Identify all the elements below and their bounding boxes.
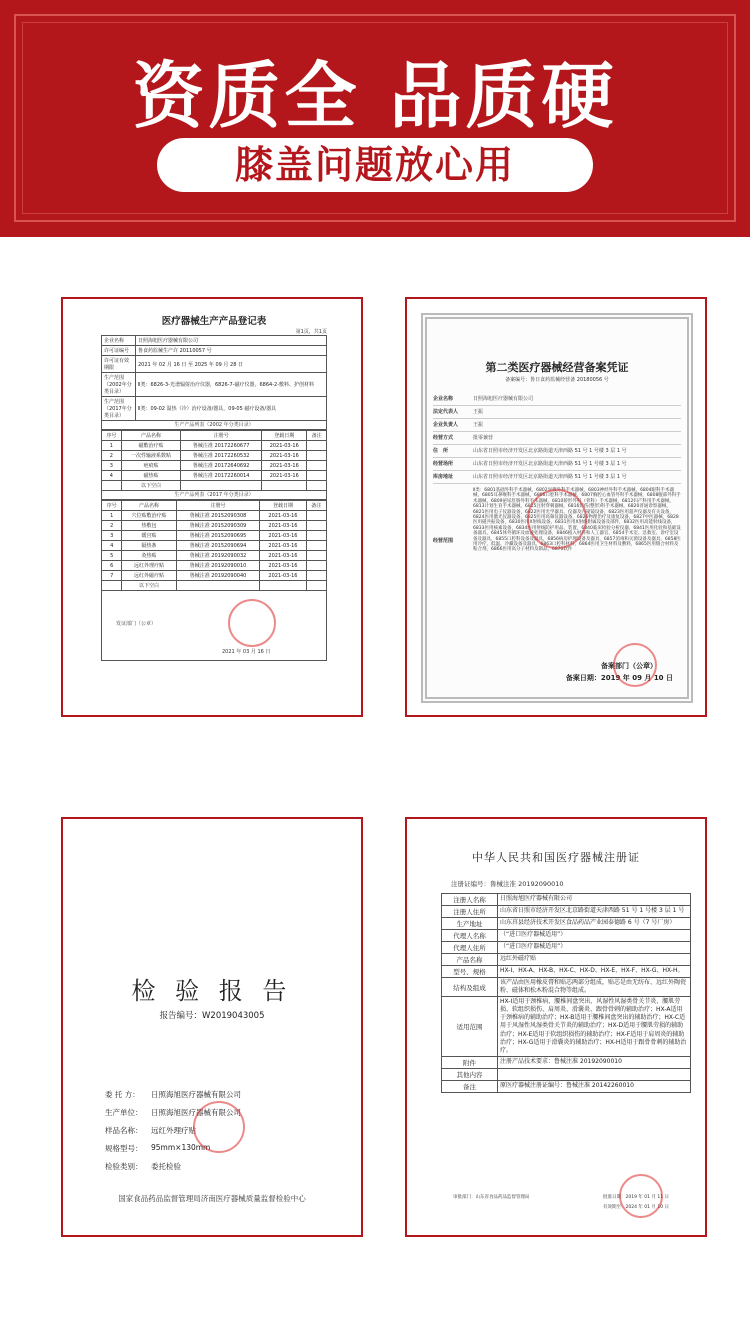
table-cell: 2021-03-16 xyxy=(260,571,306,581)
table-cell: 热敷包 xyxy=(122,521,176,531)
table-cell: 2021-03-16 xyxy=(260,551,306,561)
info-key: 结构及组成 xyxy=(442,978,498,997)
info-key: 生产范围（2002年分类目录） xyxy=(102,373,136,397)
info-key: 生产地址 xyxy=(442,918,498,930)
info-row xyxy=(442,978,691,997)
table-cell xyxy=(307,441,327,451)
table-cell: 鲁械注准 20192090040 xyxy=(176,571,260,581)
table-cell: 鲁械注准 20172260677 xyxy=(181,441,262,451)
table-cell: 2021-03-16 xyxy=(262,441,307,451)
field-key: 生产单位： xyxy=(105,1108,143,1117)
table-cell xyxy=(176,581,260,591)
table-cell xyxy=(306,541,326,551)
table-cell xyxy=(260,581,306,591)
table-cell: 7 xyxy=(102,571,122,581)
info-row xyxy=(102,373,327,397)
table-cell: 2 xyxy=(102,451,122,461)
field-key: 委 托 方： xyxy=(105,1090,140,1099)
doc2-scope-text: Ⅱ类：6801基础外科手术器械，6802显微外科手术器械，6803神经外科手术器械，6804眼科手术器械，6805耳鼻喉科手术器械，6806口腔科手术器械，6807胸腔心血管外科手术器械，6808腹部外科手术器械，6809泌尿肛肠外科手术器械，6810矫形外科（骨科）手术器械，6812妇产科用手术器械，6813计划生育手术器械，6815注射穿刺器械，6816烧伤(整形)科手术器械，6820普通诊察器械，6821医用电子仪器设备，6822医用光学器具、仪器及内窥镜设备，6823医用超声仪器及有关设备，6824医用激光仪器设备，6825医用高频仪器设备，6826物理治疗及康复设备，6827中医器械，6828医用磁共振设备，6830医用X射线设备，6831医用X射线附属设备及部件，6832医用高能射线设备，6833医用核素设备，6834医用射线防护用品、装置，6840临床检验分析仪器，6841医用化验和基础设备器具，6845体外循环及血液处理设备，6846植入材料和人工器官，6854手术室、急救室、诊疗室设备及器具，6855口腔科设备及器具，6856病房护理设备及器具，6857消毒和灭菌设备及器具，6858医用冷疗、低温、冷藏设备及器具，6863口腔科材料，6864医用卫生材料及敷料，6865医用缝合材料及粘合剂，6866医用高分子材料及制品，6870软件 xyxy=(473,488,681,553)
table-row xyxy=(102,511,327,521)
info-row xyxy=(433,419,681,432)
field-value: 日照海旭医疗器械有限公司 xyxy=(151,1108,241,1117)
info-key: 附件 xyxy=(442,1056,498,1068)
table-row xyxy=(102,541,327,551)
certificate-registration xyxy=(405,817,707,1237)
info-row xyxy=(102,346,327,356)
table-cell xyxy=(306,511,326,521)
field-key: 检验类别： xyxy=(105,1162,143,1171)
info-key: 法定代表人 xyxy=(433,409,459,415)
official-seal xyxy=(619,1174,663,1218)
table-cell: 2 xyxy=(102,521,122,531)
table-cell: 磁热贴 xyxy=(121,471,180,481)
column-header: 序号 xyxy=(102,501,122,511)
table-cell: 1 xyxy=(102,511,122,521)
table-cell xyxy=(306,551,326,561)
field-value: 日照海旭医疗器械有限公司 xyxy=(151,1090,241,1099)
table-row xyxy=(102,571,327,581)
field-key: 样品名称： xyxy=(105,1126,143,1135)
table-cell: 鲁械注准 20172260532 xyxy=(181,451,262,461)
table-header-row xyxy=(102,431,327,441)
info-value: 日照海旭医疗器械有限公司 xyxy=(473,396,534,402)
info-value: 山东省日照市经济开发区北京路街道天津西路 51 号 1 号楼 3 层 1 号 xyxy=(473,474,627,480)
info-value: （“进口医疗器械适用”） xyxy=(498,942,691,954)
info-row xyxy=(433,471,681,484)
info-value: 原医疗器械注册证编号：鲁械注准 20142260010 xyxy=(498,1080,691,1092)
info-value: 批零兼营 xyxy=(473,435,494,441)
info-value: 该产品由医用橡皮膏和贴芯两部分组成，贴芯是由无纺布、远红外陶瓷粉、磁体和松木粉混合物等组成。 xyxy=(498,978,691,997)
info-key: 企业名称 xyxy=(102,336,136,346)
info-row xyxy=(442,894,691,906)
info-key: 经营方式 xyxy=(433,435,454,441)
doc4-footer-approve: 批准日期：2019 年 01 月 11 日 xyxy=(603,1195,670,1200)
column-header: 备注 xyxy=(307,431,327,441)
table-cell xyxy=(306,521,326,531)
info-value: HX-Ⅰ适用于颈椎病、腰椎间盘突出、风湿性风湿类骨关节炎、腰肌劳损、软组织损伤、肩周炎、滑囊炎、跟骨骨刺的辅助治疗；HX-A适用于颈椎病的辅助治疗；HX-B适用于腰椎间盘突出的辅助治疗；HX-C适用于风湿性风湿类骨关节炎的辅助治疗；HX-D适用于腰肌劳损的辅助治疗；HX-E适用于软组织损伤的辅助治疗；HX-F适用于肩周炎的辅助治疗；HX-G适用于滑囊炎的辅助治疗；HX-H适用于跟骨骨刺的辅助治疗。 xyxy=(498,997,691,1057)
banner-tagline: 膝盖问题放心用 xyxy=(157,138,593,192)
info-value: 山东省日照市经济开发区北京路街道天津西路 51 号 1 号楼 3 层 1 号 xyxy=(498,906,691,918)
table-cell: 隔热条 xyxy=(122,541,176,551)
table-cell xyxy=(307,461,327,471)
column-header: 注册号 xyxy=(181,431,262,441)
info-row xyxy=(442,966,691,978)
doc1-info-table xyxy=(101,335,327,421)
table-cell: 鲁械注准 20152090308 xyxy=(176,511,260,521)
table-cell: 2021-03-16 xyxy=(260,541,306,551)
doc2-subtitle: 备案编号：鲁日食药监械经营备 20180056 号 xyxy=(505,377,609,383)
info-key: 产品名称 xyxy=(442,954,498,966)
column-header: 登载日期 xyxy=(260,501,306,511)
info-value: HX-Ⅰ、HX-A、HX-B、HX-C、HX-D、HX-E、HX-F、HX-G、HX-H。 xyxy=(498,966,691,978)
table-cell: 暖宫贴 xyxy=(122,531,176,541)
doc4-title: 中华人民共和国医疗器械注册证 xyxy=(472,851,640,864)
table-row xyxy=(102,521,327,531)
report-field xyxy=(105,1089,335,1100)
doc1-list1-title: 生产产品列表（2002 年分类目录） xyxy=(101,421,327,430)
table-cell: 3 xyxy=(102,461,122,471)
table-cell: 鲁械注准 20172640692 xyxy=(181,461,262,471)
info-key: 备注 xyxy=(442,1080,498,1092)
info-key: 注册人住所 xyxy=(442,906,498,918)
column-header: 注册号 xyxy=(176,501,260,511)
info-key: 企业名称 xyxy=(433,396,454,402)
table-cell: 一次性输液系数贴 xyxy=(121,451,180,461)
info-row xyxy=(442,930,691,942)
table-cell: 鲁械注准 20192090032 xyxy=(176,551,260,561)
column-header: 备注 xyxy=(306,501,326,511)
table-cell xyxy=(306,571,326,581)
info-value: 山东省日照市经济开发区北京路街道天津西路 51 号 1 号楼 3 层 1 号 xyxy=(473,448,627,454)
table-cell: 2021-03-16 xyxy=(262,461,307,471)
info-value: 鲁食药监械生产许 20110057 号 xyxy=(136,346,327,356)
certificate-production-registration xyxy=(61,297,363,717)
field-key: 规格型号： xyxy=(105,1144,143,1153)
table-cell: 2021-03-16 xyxy=(260,561,306,571)
info-row xyxy=(433,393,681,406)
info-key: 代理人名称 xyxy=(442,930,498,942)
info-value xyxy=(498,1068,691,1080)
info-row xyxy=(442,918,691,930)
table-cell: 4 xyxy=(102,471,122,481)
table-row xyxy=(102,471,327,481)
field-value: 委托检验 xyxy=(151,1162,181,1171)
doc2-info-rows xyxy=(433,393,681,484)
doc2-footer-dept: 备案部门（公章） xyxy=(601,662,657,670)
info-value: （“进口医疗器械适用”） xyxy=(498,930,691,942)
table-cell: 鲁械注准 20152090309 xyxy=(176,521,260,531)
doc1-page-no: 第1页，共1页 xyxy=(295,329,327,335)
table-cell: 以下空白 xyxy=(122,581,176,591)
doc3-title: 检 验 报 告 xyxy=(131,977,293,1005)
info-row xyxy=(442,906,691,918)
info-key: 代理人住所 xyxy=(442,942,498,954)
doc2-footer-date: 备案日期：2019 年 09 月 10 日 xyxy=(565,674,673,682)
table-row xyxy=(102,461,327,471)
info-value: 2021 年 02 月 16 日 至 2025 年 09 月 28 日 xyxy=(136,356,327,373)
info-value: Ⅱ类：6826-3-光谱辐射治疗仪器，6826-7-磁疗仪器，6864-2-敷料、护创材料 xyxy=(136,373,327,397)
info-value: Ⅱ类：09-02 温热（冷）治疗设备/器具，09-05 磁疗设备/器具 xyxy=(136,397,327,421)
column-header: 产品名称 xyxy=(122,501,176,511)
info-key: 库房地址 xyxy=(433,474,454,480)
info-value: 山东省日照市经济开发区北京路街道天津西路 51 号 1 号楼 3 层 1 号 xyxy=(473,461,627,467)
table-cell: 2021-03-16 xyxy=(260,511,306,521)
info-row xyxy=(433,406,681,419)
table-cell: 2021-03-16 xyxy=(262,451,307,461)
table-header-row xyxy=(102,501,327,511)
table-cell: 2021-03-16 xyxy=(260,521,306,531)
table-row xyxy=(102,551,327,561)
doc2-title: 第二类医疗器械经营备案凭证 xyxy=(485,361,629,374)
info-key: 企业负责人 xyxy=(433,422,459,428)
table-cell xyxy=(102,581,122,591)
table-cell: 磁敷治疗贴 xyxy=(121,441,180,451)
doc1-footer-dept: 发证部门（公章） xyxy=(116,621,157,627)
info-row xyxy=(433,445,681,458)
info-value: 王振 xyxy=(473,422,484,428)
table-cell xyxy=(307,451,327,461)
field-value: 95mm×130mm xyxy=(151,1143,211,1152)
table-row xyxy=(102,451,327,461)
info-key: 适用范围 xyxy=(442,997,498,1057)
doc1-footer-date: 2021 年 03 月 16 日 xyxy=(222,649,271,655)
info-row xyxy=(433,458,681,471)
info-row xyxy=(433,432,681,445)
info-row xyxy=(442,942,691,954)
table-cell: 远红外理疗贴 xyxy=(122,561,176,571)
certificate-business-filing xyxy=(405,297,707,717)
table-row xyxy=(102,481,327,491)
info-key: 型号、规格 xyxy=(442,966,498,978)
doc3-report-no: 报告编号：W2019043005 xyxy=(159,1011,265,1021)
info-key: 许可证有效期限 xyxy=(102,356,136,373)
table-cell xyxy=(181,481,262,491)
column-header: 产品名称 xyxy=(121,431,180,441)
info-value: 远红外磁疗贴 xyxy=(498,954,691,966)
table-cell xyxy=(306,581,326,591)
info-key: 许可证编号 xyxy=(102,346,136,356)
info-key: 生产范围（2017年分类目录） xyxy=(102,397,136,421)
table-cell: 2021-03-16 xyxy=(262,471,307,481)
table-row xyxy=(102,581,327,591)
info-key: 注册人名称 xyxy=(442,894,498,906)
official-seal xyxy=(193,1101,245,1153)
table-cell xyxy=(102,481,122,491)
column-header: 序号 xyxy=(102,431,122,441)
info-value: 山东莒县经济技术开发区食品药品产业园泰德路 6 号（7 号厂房） xyxy=(498,918,691,930)
column-header: 登载日期 xyxy=(262,431,307,441)
info-row xyxy=(442,954,691,966)
table-cell: 鲁械注准 20192090010 xyxy=(176,561,260,571)
doc4-footer-valid: 有效期至：2024 年 01 月 10 日 xyxy=(603,1205,670,1210)
info-row xyxy=(442,1080,691,1092)
official-seal xyxy=(527,489,587,549)
info-key: 其他内容 xyxy=(442,1068,498,1080)
info-value: 日照海旭医疗器械有限公司 xyxy=(498,894,691,906)
doc1-list1-table xyxy=(101,430,327,491)
doc1-list2-title: 生产产品列表（2017 年分类目录） xyxy=(101,491,327,500)
table-cell: 穴位贴敷治疗贴 xyxy=(122,511,176,521)
table-cell: 远红外磁疗贴 xyxy=(122,571,176,581)
report-field xyxy=(105,1161,335,1172)
certificate-inspection-report xyxy=(61,817,363,1237)
info-row xyxy=(102,397,327,421)
info-row xyxy=(442,1068,691,1080)
doc2-scope-label: 经营范围 xyxy=(433,538,454,544)
official-seal xyxy=(228,599,276,647)
table-row xyxy=(102,441,327,451)
doc3-footer: 国家食品药品监督管理局济南医疗器械质量监督检验中心 xyxy=(118,1194,306,1203)
table-cell xyxy=(307,471,327,481)
table-cell: 5 xyxy=(102,551,122,561)
table-cell: 灸热贴 xyxy=(122,551,176,561)
info-value: 王振 xyxy=(473,409,484,415)
field-value: 远红外理疗贴 xyxy=(151,1126,196,1135)
table-cell xyxy=(262,481,307,491)
table-cell: 疤痕贴 xyxy=(121,461,180,471)
doc1-title: 医疗器械生产产品登记表 xyxy=(161,316,267,327)
table-cell: 鲁械注准 20152090695 xyxy=(176,531,260,541)
table-cell: 3 xyxy=(102,531,122,541)
table-row xyxy=(102,561,327,571)
info-row xyxy=(102,336,327,346)
table-cell: 以下空白 xyxy=(121,481,180,491)
info-value: 注册产品技术要求：鲁械注准 20192090010 xyxy=(498,1056,691,1068)
table-cell xyxy=(307,481,327,491)
header-banner xyxy=(0,0,750,237)
table-row xyxy=(102,531,327,541)
table-cell: 鲁械注准 20172260014 xyxy=(181,471,262,481)
info-key: 经营场所 xyxy=(433,461,454,467)
doc4-footer-left: 审批部门：山东省食品药品监督管理局 xyxy=(453,1195,530,1200)
table-cell: 1 xyxy=(102,441,122,451)
info-value: 日照海旭医疗器械有限公司 xyxy=(136,336,327,346)
info-row xyxy=(102,356,327,373)
table-cell: 4 xyxy=(102,541,122,551)
table-cell: 鲁械注准 20152090694 xyxy=(176,541,260,551)
table-cell: 2021-03-16 xyxy=(260,531,306,541)
doc1-list2-table xyxy=(101,500,327,591)
table-cell xyxy=(306,531,326,541)
official-seal xyxy=(613,643,657,687)
doc4-cert-no: 注册证编号：鲁械注准 20192090010 xyxy=(451,880,564,888)
table-cell xyxy=(306,561,326,571)
banner-headline: 资质全 品质硬 xyxy=(132,54,618,138)
doc4-info-table xyxy=(441,893,691,1093)
info-row xyxy=(442,1056,691,1068)
info-key: 住 所 xyxy=(433,448,449,454)
table-cell: 6 xyxy=(102,561,122,571)
info-row xyxy=(442,997,691,1057)
